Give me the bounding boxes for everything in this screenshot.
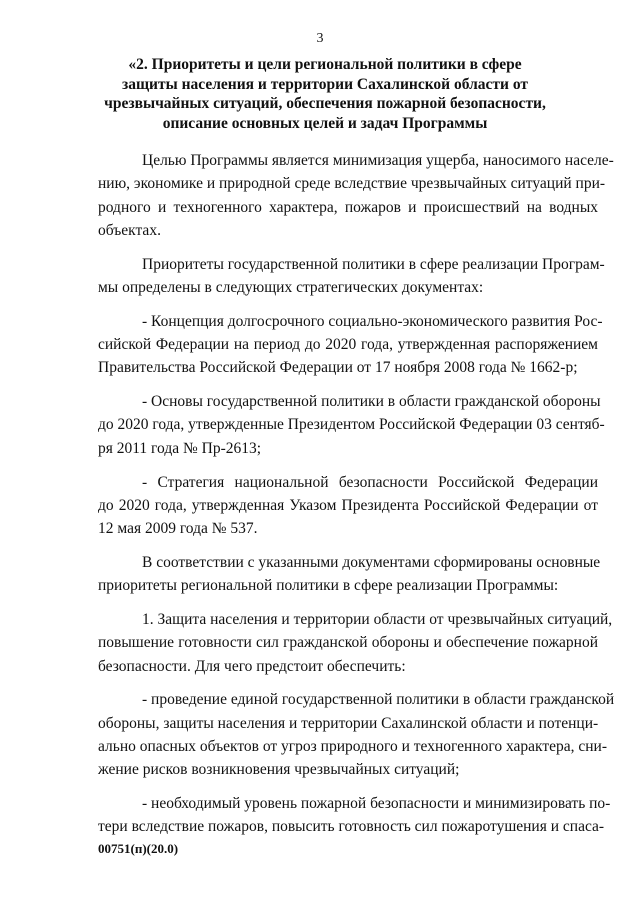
text-line: - Основы государственной политики в области гражданской обороны [142, 393, 601, 411]
text-line: обороны, защиты населения и территории Сахалинской области и потенци- [98, 714, 599, 732]
heading-line: «2. Приоритеты и цели региональной политики в сфере [128, 56, 522, 73]
heading-line: описание основных целей и задач Программы [162, 114, 488, 132]
list-item-security-strategy [98, 471, 598, 541]
list-item-fire-safety [98, 792, 611, 839]
text-line: жение рисков возникновения чрезвычайных ситуаций; [98, 761, 460, 779]
document-body [98, 149, 615, 849]
paragraph-state-priorities [98, 253, 605, 300]
list-item-unified-policy [98, 688, 615, 781]
list-item-concept [98, 310, 603, 380]
heading-line: чрезвычайных ситуаций, обеспечения пожарной безопасности, [104, 95, 546, 112]
text-line: объектах. [98, 221, 161, 239]
paragraph-regional-priorities [98, 551, 601, 598]
text-line: до 2020 года, утвержденная Указом Президента Российской Федерации от [98, 496, 598, 514]
text-line: Целью Программы является минимизация ущерба, наносимого населе- [142, 152, 614, 169]
text-line: родного и техногенного характера, пожаров и происшествий на водных [98, 198, 598, 216]
document-code: 00751(п)(20.0) [98, 841, 179, 856]
heading-line: защиты населения и территории Сахалинской области от [121, 75, 528, 93]
text-line: Правительства Российской Федерации от 17 ноября 2008 года № 1662-р; [98, 359, 578, 377]
text-line: ально опасных объектов от угроз природного и техногенного характера, сни- [98, 738, 608, 756]
paragraph-priority-1 [98, 608, 613, 678]
text-line: В соответствии с указанными документами сформированы основные [142, 553, 601, 571]
text-line: 12 мая 2009 года № 537. [98, 520, 258, 538]
text-line: сийской Федерации на период до 2020 года, утвержденная распоряжением [98, 336, 598, 354]
text-line: Приоритеты государственной политики в сфере реализации Програм- [142, 255, 605, 273]
page-number: 3 [316, 31, 324, 46]
text-line: - Стратегия национальной безопасности Российской Федерации [142, 473, 598, 491]
section-heading [90, 55, 560, 133]
text-line: ря 2011 года № Пр-2613; [98, 439, 262, 457]
text-line: - Концепция долгосрочного социально-экономического развития Рос- [142, 312, 603, 330]
text-line: нию, экономике и природной среде вследствие чрезвычайных ситуаций при- [98, 175, 606, 193]
text-line: тери вследствие пожаров, повысить готовность сил пожаротушения и спаса- [98, 818, 605, 836]
text-line: безопасности. Для чего предстоит обеспечить: [98, 657, 406, 675]
paragraph-program-goal [98, 149, 614, 242]
text-line: до 2020 года, утвержденные Президентом Российской Федерации 03 сентяб- [98, 416, 605, 434]
text-line: мы определены в следующих стратегических документах: [98, 278, 484, 296]
text-line: - необходимый уровень пожарной безопасности и минимизировать по- [142, 795, 611, 813]
text-line: - проведение единой государственной политики в области гражданской [142, 691, 615, 709]
text-line: приоритеты региональной политики в сфере реализации Программы: [98, 577, 559, 595]
text-line: повышение готовности сил гражданской обороны и обеспечение пожарной [98, 634, 598, 652]
list-item-civil-defense [98, 390, 605, 460]
text-line: 1. Защита населения и территории области от чрезвычайных ситуаций, [142, 611, 613, 629]
